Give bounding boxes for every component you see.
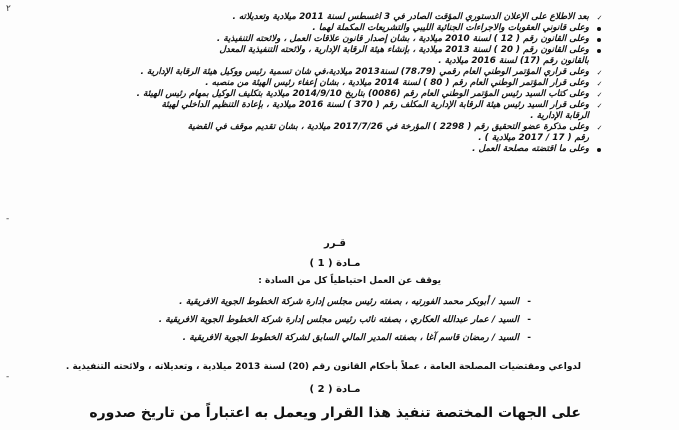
article-2-text: على الجهات المختصة تنفيذ هذا القرار ويعمل به اعتباراً من تاريخ صدوره [89,405,581,421]
preamble-item [43,56,603,67]
article-1-heading: مـادة ( 1 ) [309,258,361,269]
article-1-intro: يوقف عن العمل احتياطياً كل من السادة : [258,276,441,286]
person-bullet: - [527,333,531,343]
preamble-item [43,12,603,23]
preamble-item [43,89,603,100]
checkmark-bullet-icon: ✓ [596,69,603,77]
preamble-item [43,100,603,111]
article-1-reason: لدواعي ومقتضيات المصلحة العامة ، عملاً بأحكام القانون رقم (20) لسنة 2013 ميلادية ، وتعديلاته ، ولائحته التنفيذية . [65,362,581,372]
margin-mark: ۲ [6,4,11,14]
preamble-text: وعلى مذكرة عضو التحقيق رقم ( 2298 ) المؤرخة في 2017/7/26 ميلادية ، بشأن تقديم موقف في القضية [187,122,589,132]
checkmark-bullet-icon: ✓ [596,91,603,99]
preamble-text: وعلى القانون رقم ( 20 ) لسنة 2013 ميلادية ، بإنشاء هيئة الرقابة الإدارية ، ولائحته التنفيذية المعدل [219,45,589,55]
preamble-text: وعلى قراري المؤتمر الوطني العام رقمي (78،79) لسنة2013 ميلادية،في شأن تسمية رئيس ووكيل هيئة الرقابة الإدارية . [140,67,589,77]
round-bullet-icon [597,38,601,42]
person-1: السيد / أبوبكر محمد الفورتيه ، بصفته رئيس مجلس إدارة شركة الخطوط الجوية الافريقية . [179,297,519,307]
preamble-item [43,67,603,78]
preamble-item [43,144,603,155]
preamble-item [43,34,603,45]
preamble-item [43,133,603,144]
preamble-text: وعلى ما اقتضته مصلحة العمل . [472,144,589,154]
preamble-text: رقم ( 17 / 2017 ميلادية ) . [478,133,589,143]
checkmark-bullet-icon: ✓ [596,102,603,110]
preamble-item [43,78,603,89]
article-2-heading: مـادة ( 2 ) [309,384,361,395]
preamble-text: وعلى القانون رقم ( 12 ) لسنة 2010 ميلادية ، بشأن إصدار قانون علاقات العمل ، ولائحته التنفيذية . [216,34,589,44]
preamble-text: وعلى قانوني العقوبات والاجراءات الجنائية الليبي والتشريعات المكملة لهما . [312,23,589,33]
preamble-text: الرقابة الإدارية . [530,111,589,121]
checkmark-bullet-icon: ✓ [596,14,603,22]
decision-heading: قـرر [324,238,346,249]
margin-mark: - [6,214,10,224]
preamble-text: بالقانون رقم (17) لسنة 2016 ميلادية . [438,56,589,66]
margin-mark: - [6,372,10,382]
preamble-text: بعد الاطلاع على الإعلان الدستوري المؤقت الصادر في 3 أغسطس لسنة 2011 ميلادية وتعديلاته . [232,12,589,22]
preamble-text: وعلى قرار السيد رئيس هيئة الرقابة الإدارية المكلف رقم ( 370 ) لسنة 2016 ميلادية ، بإعادة التنظيم الداخلي لهيئة [161,100,589,110]
preamble-item [43,122,603,133]
person-bullet: - [527,297,531,307]
preamble-text: وعلى كتاب السيد رئيس المؤتمر الوطني العام رقم (0086) بتاريخ 2014/9/10 ميلادية بتكليف الوكيل بمهام رئيس الهيئة . [136,89,589,99]
person-2: السيد / عمار عبدالله العكاري ، بصفته نائب رئيس مجلس إدارة شركة الخطوط الجوية الافريقية . [158,315,519,325]
round-bullet-icon [597,27,601,31]
preamble-list [43,12,603,155]
checkmark-bullet-icon: ✓ [596,124,603,132]
person-3: السيد / رمضان قاسم آغا ، بصفته المدير المالي السابق لشركة الخطوط الجوية الافريقية . [182,333,519,343]
preamble-text: وعلى قرار المؤتمر الوطني العام رقم ( 80 ) لسنة 2014 ميلادية ، بشأن إعفاء رئيس الهيئة من منصبه . [205,78,589,88]
person-bullet: - [527,315,531,325]
checkmark-bullet-icon: ✓ [596,80,603,88]
round-bullet-icon [597,49,601,53]
round-bullet-icon [597,148,601,152]
preamble-item [43,23,603,34]
preamble-item [43,45,603,56]
preamble-item [43,111,603,122]
